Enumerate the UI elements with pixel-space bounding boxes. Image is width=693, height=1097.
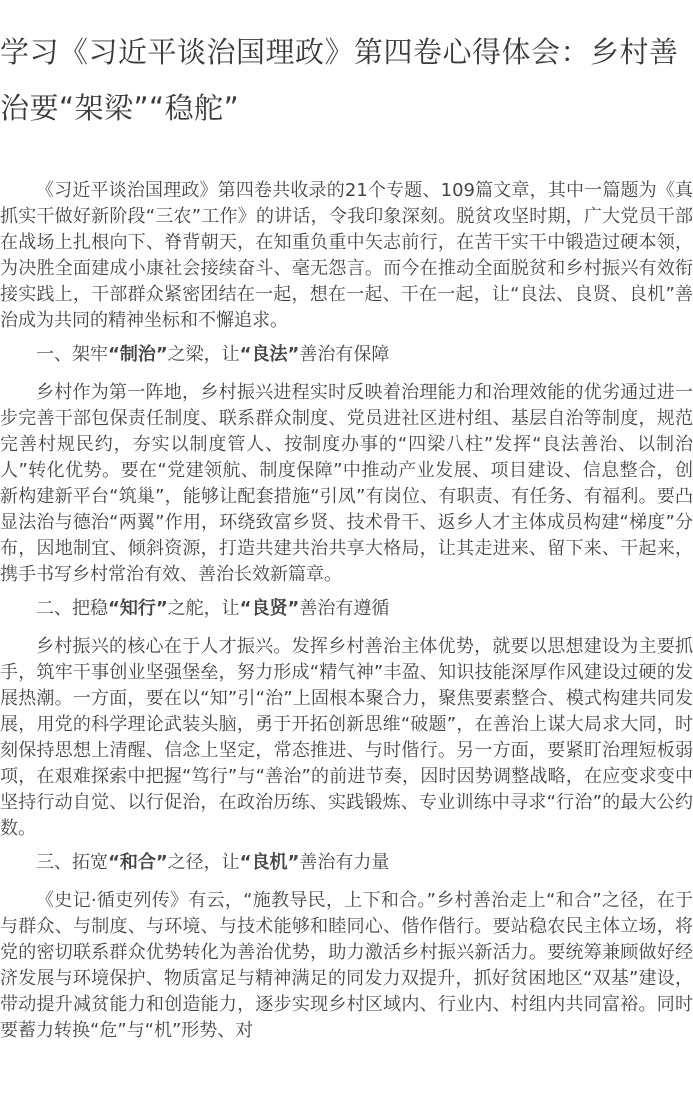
heading-3-quote: “和合” [108, 852, 168, 873]
heading-1-quote2: “良法” [239, 344, 300, 365]
article-body [0, 178, 693, 1044]
heading-2-prefix: 二、把稳 [36, 598, 108, 619]
heading-1-suffix: 善治有保障 [299, 344, 390, 365]
heading-1-prefix: 一、架牢 [36, 344, 108, 365]
heading-1-mid: 之梁，让 [167, 344, 240, 365]
heading-3-prefix: 三、拓宽 [36, 852, 108, 873]
heading-3-suffix: 善治有力量 [299, 852, 390, 873]
heading-1-quote: “制治” [108, 344, 168, 365]
article-title: 学习《习近平谈治国理政》第四卷心得体会：乡村善治要“架梁”“稳舵” [0, 35, 679, 125]
heading-2-quote: “知行” [108, 598, 168, 619]
section-heading-1 [0, 342, 693, 368]
heading-2-quote2: “良贤” [239, 598, 300, 619]
heading-2-suffix: 善治有遵循 [299, 598, 390, 619]
section-3-paragraph: 《史记·循吏列传》有云，“施教导民，上下和合。”乡村善治走上“和合”之径，在于与群众、与制度、与环境、与技术能够和睦同心、偕作偕行。要站稳农民主体立场，将党的密切联系群众优势转化为善治优势，助力激活乡村振兴新活力。要统筹兼顾做好经济发展与环境保护、物质富足与精神满足的同发力双提升，抓好贫困地区“双基”建设，带动提升减贫能力和创造能力，逐步实现乡村区域内、行业内、村组内共同富裕。同时要蓄力转换“危”与“机”形势、对 [0, 890, 693, 1041]
heading-3-quote2: “良机” [239, 852, 300, 873]
heading-3-mid: 之径，让 [167, 852, 240, 873]
section-2-paragraph: 乡村振兴的核心在于人才振兴。发挥乡村善治主体优势，就要以思想建设为主要抓手，筑牢干事创业坚强堡垒，努力形成“精气神”丰盈、知识技能深厚作风建设过硬的发展热潮。一方面，要在以“知”引“治”上固根本聚合力，聚焦要素整合、模式构建共同发展，用党的科学理论武装头脑，勇于开拓创新思维“破题”，在善治上谋大局求大同，时刻保持思想上清醒、信念上坚定，常态推进、与时偕行。另一方面，要紧盯治理短板弱项，在艰难探索中把握“笃行”与“善治”的前进节奏，因时因势调整战略，在应变求变中坚持行动自觉、以行促治，在政治历练、实践锻炼、专业训练中寻求“行治”的最大公约数。 [0, 636, 693, 839]
section-heading-3 [0, 850, 693, 876]
section-1-paragraph: 乡村作为第一阵地，乡村振兴进程实时反映着治理能力和治理效能的优劣通过进一步完善干部包保责任制度、联系群众制度、党员进社区进村组、基层自治等制度，规范完善村规民约，夯实以制度管人、按制度办事的“四梁八柱”发挥“良法善治、以制治人”转化优势。要在“党建领航、制度保障”中推动产业发展、项目建设、信息整合，创新构建新平台“筑巢”，能够让配套措施“引凤”有岗位、有职责、有任务、有福利。要凸显法治与德治“两翼”作用，环绕致富乡贤、技术骨干、返乡人才主体成员构建“梯度”分布，因地制宜、倾斜资源，打造共建共治共享大格局，让其走进来、留下来、干起来，携手书写乡村常治有效、善治长效新篇章。 [0, 382, 693, 585]
heading-2-mid: 之舵，让 [167, 598, 240, 619]
intro-paragraph: 《习近平谈治国理政》第四卷共收录的21个专题、109篇文章，其中一篇题为《真抓实干做好新阶段“三农”工作》的讲话，令我印象深刻。脱贫攻坚时期，广大党员干部在战场上扎根向下、脊背朝天，在知重负重中矢志前行，在苦干实干中锻造过硬本领，为决胜全面建成小康社会接续奋斗、毫无怨言。而今在推动全面脱贫和乡村振兴有效衔接实践上，干部群众紧密团结在一起，想在一起、干在一起，让“良法、良贤、良机”善治成为共同的精神坐标和不懈追求。 [0, 180, 693, 331]
section-heading-2 [0, 596, 693, 622]
